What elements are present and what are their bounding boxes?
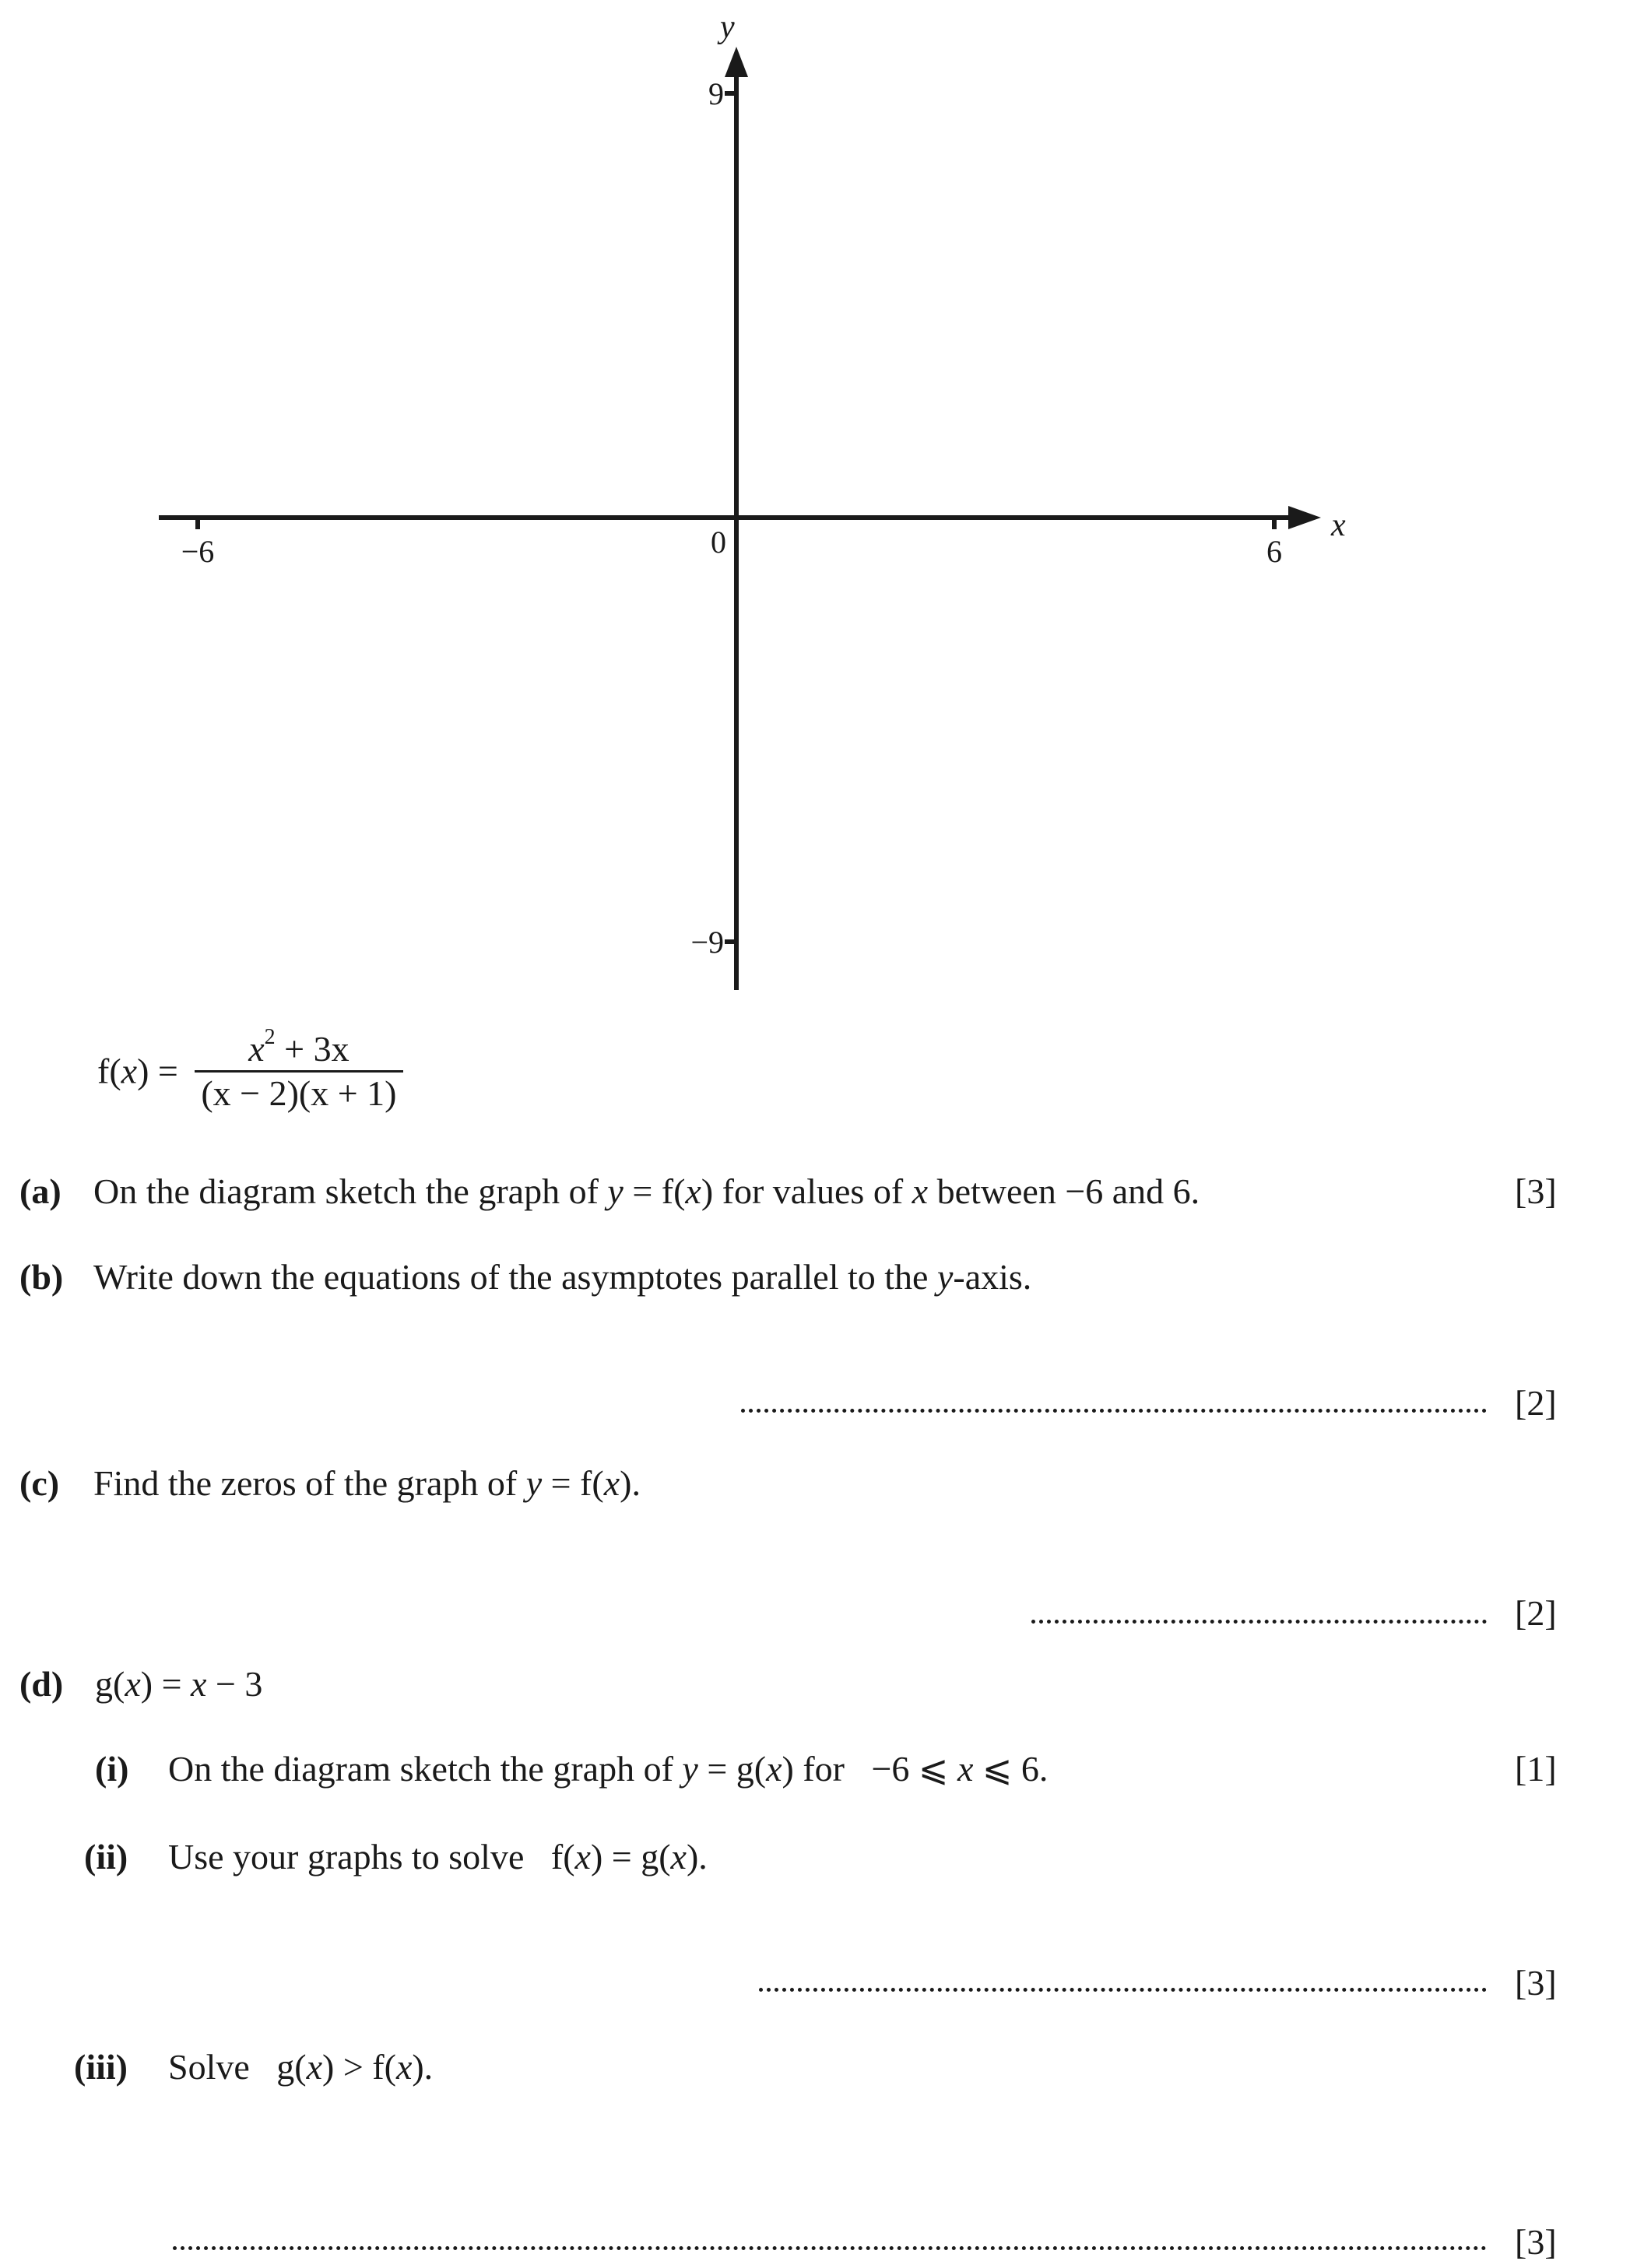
answer-line-d-ii[interactable] (759, 1988, 1487, 1992)
question-c-label: (c) (19, 1463, 60, 1503)
question-c-text: Find the zeros of the graph of y = f(x). (93, 1463, 641, 1503)
question-a-text: On the diagram sketch the graph of y = f(x) for values of x between −6 and 6. (93, 1171, 1200, 1211)
x-tick-label-6: 6 (1266, 534, 1282, 569)
origin-label: 0 (711, 525, 726, 560)
question-c-marks: [2] (1515, 1593, 1557, 1633)
question-d-text: g(x) = x − 3 (95, 1664, 263, 1704)
axes-diagram (0, 0, 1637, 1012)
question-a-label: (a) (19, 1171, 61, 1211)
question-d-iii-label: (iii) (74, 2047, 128, 2087)
question-d-i-marks: [1] (1515, 1749, 1557, 1789)
question-d-label: (d) (19, 1664, 64, 1704)
question-b-text: Write down the equations of the asymptotes parallel to the y-axis. (93, 1257, 1032, 1297)
function-denominator: (x − 2)(x + 1) (201, 1073, 397, 1113)
y-axis-arrow-icon (725, 47, 748, 77)
function-lhs: f(x) = (97, 1051, 178, 1091)
x-axis-arrow-icon (1288, 506, 1321, 529)
question-d-i-label: (i) (95, 1749, 129, 1789)
question-d-ii-marks: [3] (1515, 1963, 1557, 2003)
question-d-i-text: On the diagram sketch the graph of y = g(x) for −6 ⩽ x ⩽ 6. (168, 1749, 1049, 1789)
y-axis-label: y (720, 9, 735, 45)
answer-line-c[interactable] (1031, 1620, 1487, 1624)
question-d-iii-marks: [3] (1515, 2222, 1557, 2262)
question-b-marks: [2] (1515, 1383, 1557, 1423)
question-d-iii-text: Solve g(x) > f(x). (168, 2047, 434, 2087)
question-d-ii-text: Use your graphs to solve f(x) = g(x). (168, 1837, 708, 1877)
question-a-marks: [3] (1515, 1171, 1557, 1211)
y-tick-label-neg9: −9 (690, 925, 724, 960)
function-fraction (195, 1025, 402, 1113)
function-numerator: $x^2 + 3x$ (195, 1031, 402, 1073)
question-b-label: (b) (19, 1257, 64, 1297)
x-tick-label-neg6: −6 (181, 534, 215, 569)
function-definition (97, 1025, 403, 1113)
answer-line-b[interactable] (741, 1409, 1487, 1413)
question-d-ii-label: (ii) (84, 1837, 128, 1877)
y-tick-label-9: 9 (708, 76, 724, 111)
answer-line-d-iii[interactable] (173, 2246, 1487, 2250)
x-axis-label: x (1331, 507, 1346, 543)
